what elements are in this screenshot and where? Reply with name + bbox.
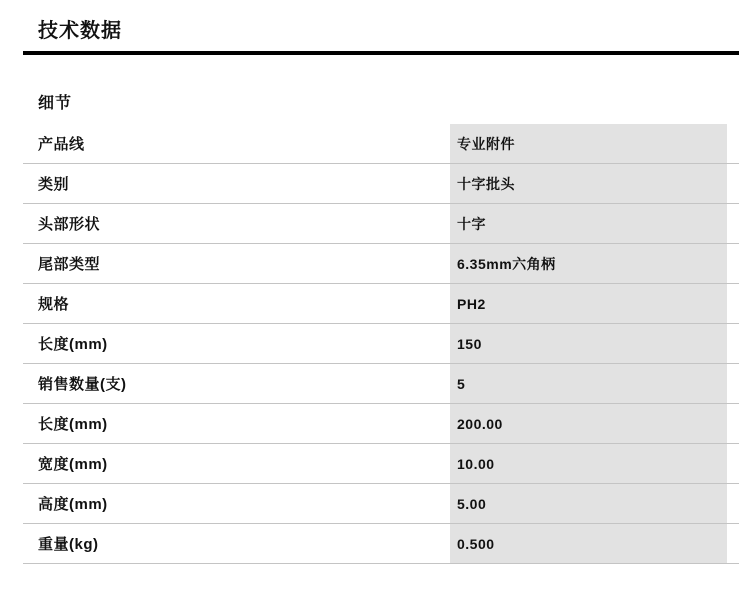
- spec-value: 200.00: [450, 404, 727, 443]
- spec-label: 尾部类型: [38, 256, 101, 273]
- spec-value: 十字批头: [450, 164, 727, 203]
- table-row: [23, 204, 739, 244]
- table-row: [23, 164, 739, 204]
- spec-label: 产品线: [38, 136, 85, 153]
- spec-label: 长度(mm): [38, 336, 108, 353]
- spec-label: 销售数量(支): [38, 376, 127, 393]
- details-section-heading: 细节: [38, 95, 73, 112]
- spec-value: 6.35mm六角柄: [450, 244, 727, 283]
- spec-value: 150: [450, 324, 727, 363]
- spec-label: 头部形状: [38, 216, 101, 233]
- spec-label: 重量(kg): [38, 536, 99, 553]
- spec-table: [23, 124, 739, 564]
- spec-label: 宽度(mm): [38, 456, 108, 473]
- page-title: 技术数据: [23, 14, 739, 55]
- table-row: [23, 404, 739, 444]
- tech-data-page: [23, 0, 739, 564]
- spec-label: 规格: [38, 296, 70, 313]
- spec-value: 5.00: [450, 484, 727, 523]
- table-row: [23, 364, 739, 404]
- spec-label: 类别: [38, 176, 70, 193]
- spec-label: 长度(mm): [38, 416, 108, 433]
- table-row: [23, 284, 739, 324]
- spec-value: 5: [450, 364, 727, 403]
- table-row: [23, 124, 739, 164]
- table-row: [23, 324, 739, 364]
- spec-value: 十字: [450, 204, 727, 243]
- table-row: [23, 524, 739, 564]
- spec-value: PH2: [450, 284, 727, 323]
- table-row: [23, 444, 739, 484]
- spec-value: 专业附件: [450, 124, 727, 163]
- spec-value: 10.00: [450, 444, 727, 483]
- spec-value: 0.500: [450, 524, 727, 563]
- spec-label: 高度(mm): [38, 496, 108, 513]
- table-row: [23, 244, 739, 284]
- table-row: [23, 484, 739, 524]
